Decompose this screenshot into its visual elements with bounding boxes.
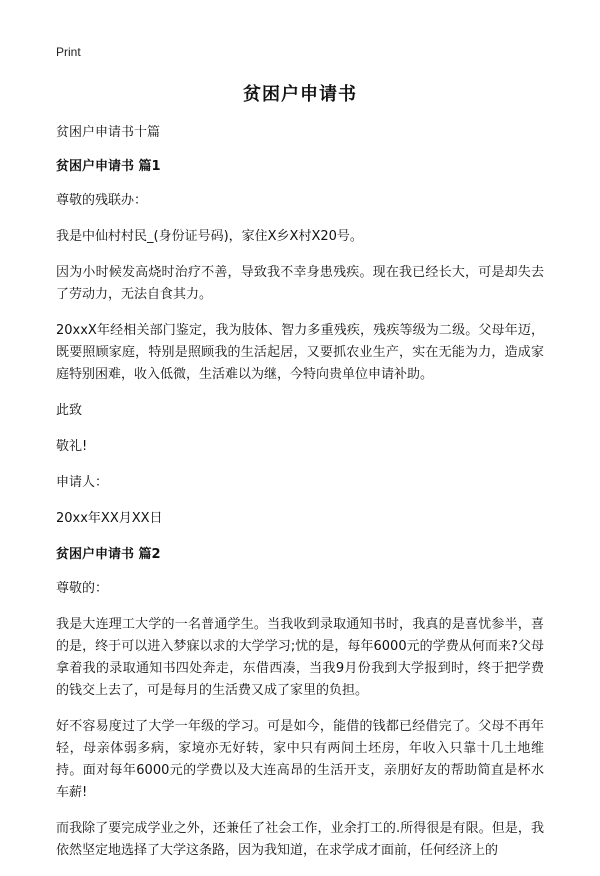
section-heading-1: 贫困户申请书 篇1	[56, 159, 161, 174]
paragraph: 20xxX年经相关部门鉴定，我为肢体、智力多重残疾，残疾等级为二级。父母年迈，既要照顾家庭，特别是照顾我的生活起居，又要抓农业生产，实在无能为力，造成家庭特别困难，收入低微，生活难以为继，今特向贵单位申请补助。	[56, 323, 544, 382]
salutation-1: 尊敬的残联办：	[56, 193, 148, 208]
page-title: 贫困户申请书	[243, 84, 357, 105]
document-subtitle: 贫困户申请书十篇	[56, 125, 161, 140]
paragraph: 我是大连理工大学的一名普通学生。当我收到录取通知书时，我真的是喜忧参半，喜的是，终于可以进入梦寐以求的大学学习;忧的是，每年6000元的学费从何而来?父母拿着我的录取通知书四处奔走，东借西凑，当我9月份我到大学报到时，终于把学费的钱交上去了，可是每月的生活费又成了家里的负担。	[56, 617, 544, 698]
paragraph: 因为小时候发高烧时治疗不善，导致我不幸身患残疾。现在我已经长大，可是却失去了劳动力，无法自食其力。	[56, 265, 544, 302]
salutation-2: 尊敬的：	[56, 581, 109, 596]
paragraph: 而我除了要完成学业之外，还兼任了社会工作，业余打工的.所得很是有限。但是，我依然坚定地选择了大学这条路，因为我知道，在求学成才面前，任何经济上的	[56, 821, 544, 858]
paragraph: 好不容易度过了大学一年级的学习。可是如今，能借的钱都已经借完了。父母不再年轻，母亲体弱多病，家境亦无好转，家中只有两间土坯房，年收入只靠十几土地维持。面对每年6000元的学费以及大连高昂的生活开支，亲朋好友的帮助简直是杯水车薪!	[56, 719, 544, 800]
paragraph: 我是中仙村村民_(身份证号码)，家住X乡X村X20号。	[56, 229, 363, 244]
date-line: 20xx年XX月XX日	[56, 511, 163, 526]
applicant-line: 申请人：	[56, 475, 109, 490]
print-label: Print	[56, 45, 81, 59]
closing-line: 此致	[56, 403, 83, 418]
closing-line: 敬礼!	[56, 439, 88, 454]
document-body	[56, 122, 544, 876]
section-heading-2: 贫困户申请书 篇2	[56, 547, 161, 562]
